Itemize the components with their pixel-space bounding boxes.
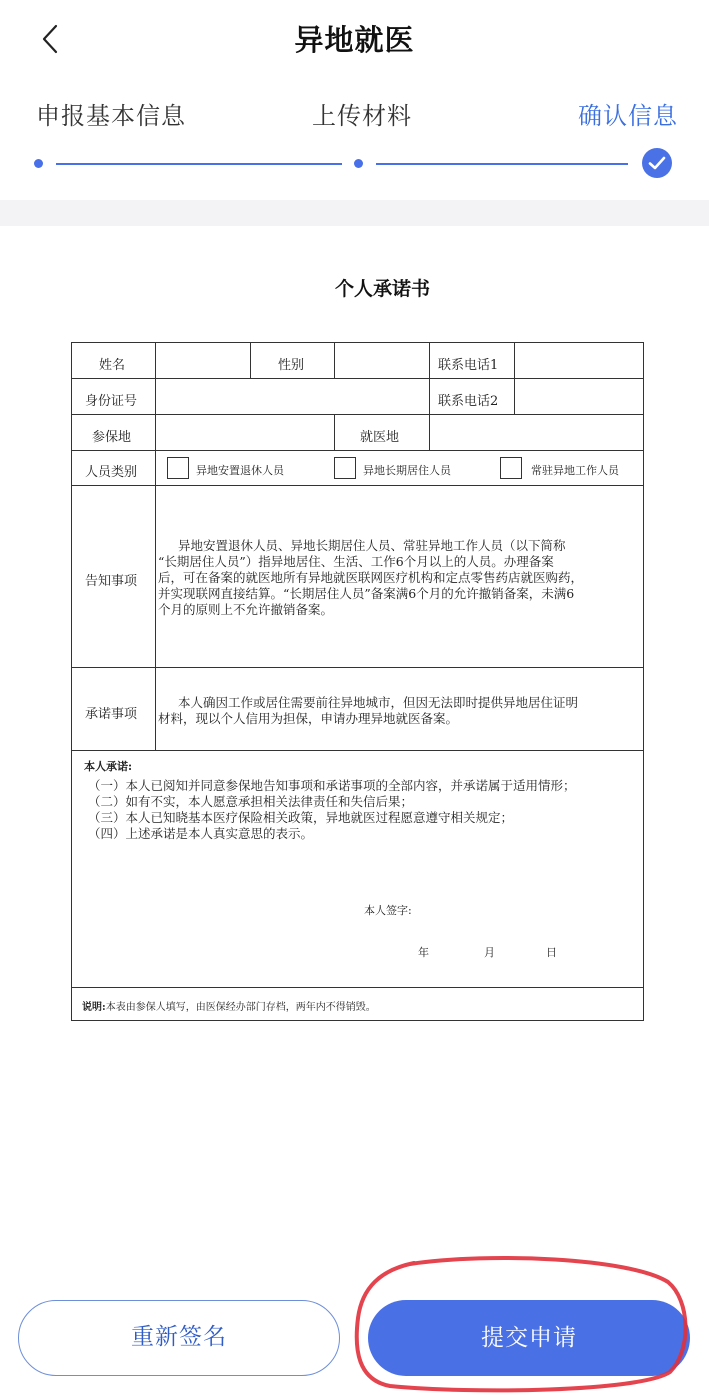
- field-label-phone1: 联系电话1: [438, 358, 499, 373]
- promise-matter-line: 本人确因工作或居住需要前往异地城市，但因无法即时提供异地居住证明: [178, 695, 579, 710]
- promise-item: （二）如有不实，本人愿意承担相关法律责任和失信后果；: [88, 794, 414, 809]
- promise-item: （一）本人已阅知并同意参保地告知事项和承诺事项的全部内容，并承诺属于适用情形；: [88, 778, 576, 793]
- date-month-label: 月: [484, 946, 495, 959]
- resign-button[interactable]: 重新签名: [18, 1300, 340, 1376]
- form-rule: [71, 414, 644, 415]
- step-dot-1: [34, 159, 43, 168]
- submit-button[interactable]: 提交申请: [368, 1300, 690, 1376]
- checkbox-long-term[interactable]: [334, 457, 356, 479]
- notice-line: 后，可在备案的就医地所有异地就医联网医疗机构和定点零售药店就医购药，: [158, 570, 584, 585]
- my-promise-title: 本人承诺:: [84, 760, 133, 773]
- step-connector-2: [376, 163, 628, 165]
- form-note: [82, 998, 376, 1013]
- document-title: 个人承诺书: [334, 278, 430, 300]
- option-label-retired: 异地安置退休人员: [196, 464, 284, 477]
- form-rule: [71, 450, 644, 451]
- form-rule: [71, 750, 644, 751]
- form-rule: [71, 378, 644, 379]
- form-rule: [155, 342, 156, 750]
- field-label-name: 姓名: [99, 358, 126, 373]
- promise-item: （三）本人已知晓基本医疗保险相关政策，异地就医过程愿意遵守相关规定；: [88, 810, 514, 825]
- field-label-gender: 性别: [278, 358, 305, 373]
- form-rule: [71, 485, 644, 486]
- note-label: 说明:: [82, 1002, 106, 1013]
- form-rule: [429, 342, 430, 450]
- annotation-circle: [350, 1254, 694, 1394]
- notice-line: 个月的原则上不允许撤销备案。: [158, 602, 334, 617]
- check-circle-icon: [642, 148, 672, 178]
- field-label-treatment-place: 就医地: [360, 430, 400, 445]
- option-label-long-term: 异地长期居住人员: [363, 464, 451, 477]
- form-rule: [250, 342, 251, 378]
- notice-line: 并实现联网直接结算。“长期居住人员”备案满6个月的允许撤销备案，未满6: [158, 586, 575, 601]
- field-label-insured-place: 参保地: [92, 430, 132, 445]
- form-rule: [71, 987, 644, 988]
- step-label-confirm: 确认信息: [578, 102, 678, 130]
- field-label-id-number: 身份证号: [85, 394, 138, 409]
- notice-line: “长期居住人员”）指异地居住、生活、工作6个月以上的人员。办理备案: [158, 554, 554, 569]
- top-bar: [0, 0, 709, 76]
- form-rule: [334, 342, 335, 378]
- notice-line: 异地安置退休人员、异地长期居住人员、常驻异地工作人员（以下简称: [178, 538, 566, 553]
- note-text: 本表由参保人填写，由医保经办部门存档，两年内不得销毁。: [105, 1002, 376, 1013]
- date-year-label: 年: [418, 946, 429, 959]
- commitment-form: [71, 342, 644, 1021]
- option-label-resident-worker: 常驻异地工作人员: [531, 464, 619, 477]
- step-connector-1: [56, 163, 342, 165]
- step-dot-2: [354, 159, 363, 168]
- field-label-phone2: 联系电话2: [438, 394, 499, 409]
- page-title: 异地就医: [294, 23, 415, 57]
- promise-matter-label: 承诺事项: [85, 707, 138, 722]
- step-label-upload: 上传材料: [312, 102, 412, 130]
- field-label-person-type: 人员类别: [85, 465, 138, 480]
- promise-matter-line: 材料，现以个人信用为担保，申请办理异地就医备案。: [158, 711, 459, 726]
- checkbox-retired[interactable]: [167, 457, 189, 479]
- signature-label: 本人签字:: [364, 904, 412, 917]
- step-label-basic-info: 申报基本信息: [36, 102, 186, 130]
- form-rule: [334, 414, 335, 450]
- notice-label: 告知事项: [85, 574, 138, 589]
- progress-steps: [0, 90, 709, 190]
- form-rule: [514, 342, 515, 414]
- section-divider: [0, 200, 709, 226]
- promise-item: （四）上述承诺是本人真实意思的表示。: [88, 826, 314, 841]
- form-rule: [71, 667, 644, 668]
- checkbox-resident-worker[interactable]: [500, 457, 522, 479]
- date-day-label: 日: [546, 946, 557, 959]
